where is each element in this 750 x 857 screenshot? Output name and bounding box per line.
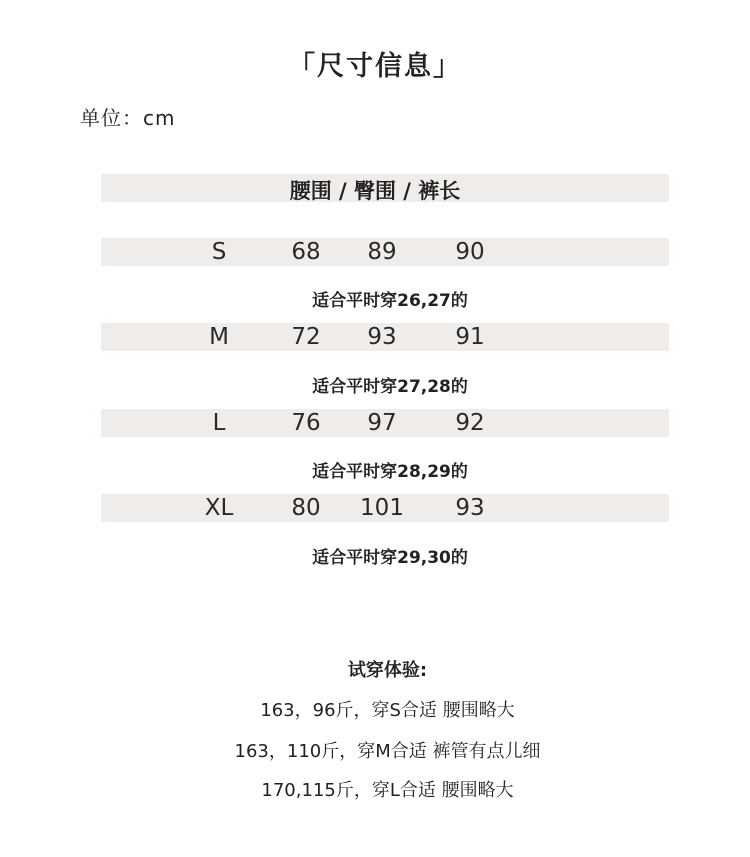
hip-cell: 89 (367, 239, 397, 265)
hip-cell: 93 (367, 324, 397, 350)
table-header: 腰围 / 臀围 / 裤长 (289, 178, 461, 203)
waist-cell: 68 (291, 239, 321, 265)
size-cell: XL (204, 495, 234, 521)
waist-cell: 72 (291, 324, 321, 350)
unit-label: 单位：cm (80, 106, 176, 130)
page-title: 「尺寸信息」 (288, 51, 462, 82)
hip-cell: 97 (367, 410, 397, 436)
hip-cell: 101 (360, 495, 404, 521)
fit-note: 适合平时穿29,30的 (312, 548, 468, 568)
size-cell: L (212, 410, 226, 436)
length-cell: 92 (455, 410, 485, 436)
fit-note: 适合平时穿28,29的 (312, 462, 468, 482)
trial-line: 163，110斤，穿M合适 裤管有点儿细 (234, 741, 541, 762)
length-cell: 91 (455, 324, 485, 350)
waist-cell: 76 (291, 410, 321, 436)
trial-title: 试穿体验: (347, 660, 428, 681)
trial-line: 170,115斤，穿L合适 腰围略大 (261, 780, 514, 801)
waist-cell: 80 (291, 495, 321, 521)
length-cell: 93 (455, 495, 485, 521)
fit-note: 适合平时穿27,28的 (312, 377, 468, 397)
fit-note: 适合平时穿26,27的 (312, 291, 468, 311)
trial-line: 163，96斤，穿S合适 腰围略大 (260, 700, 515, 721)
length-cell: 90 (455, 239, 485, 265)
size-cell: M (209, 324, 229, 350)
size-cell: S (211, 239, 227, 265)
